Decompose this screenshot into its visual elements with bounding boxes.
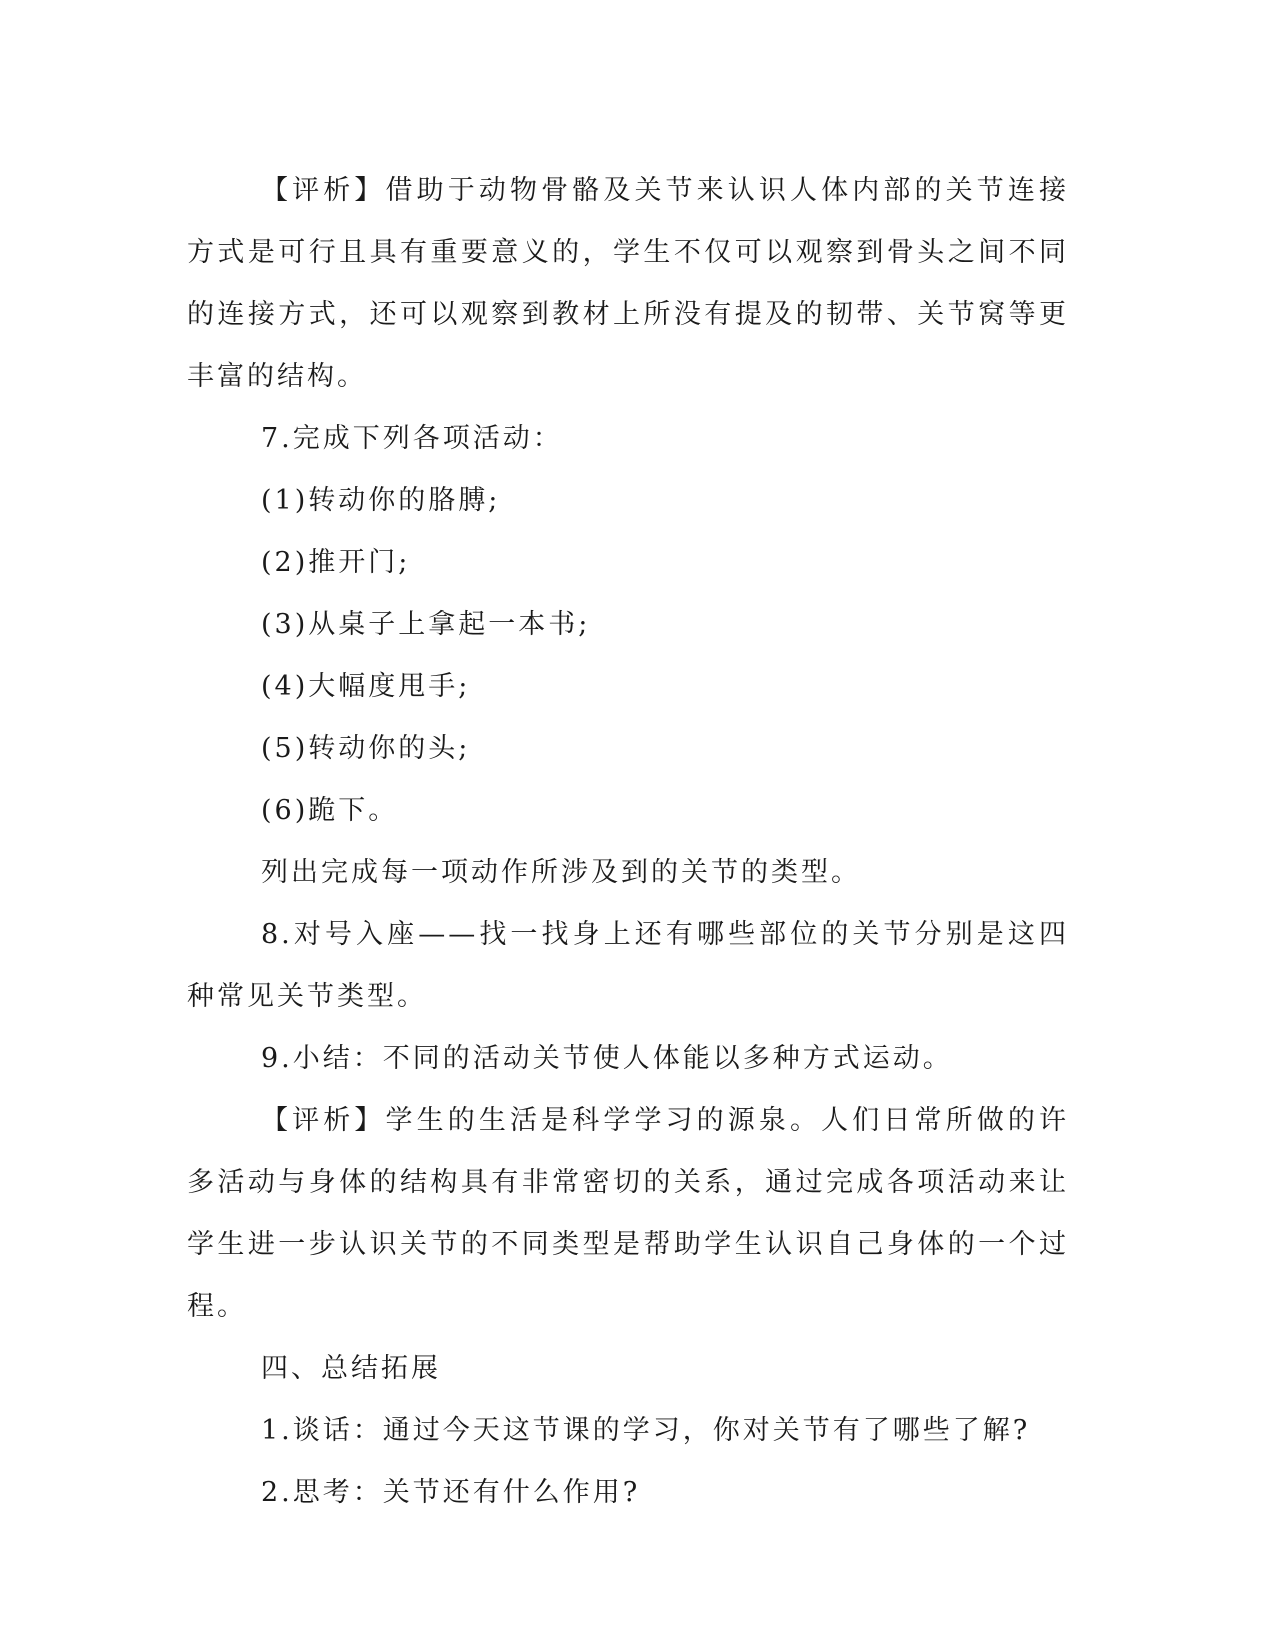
list-item-activity-4: (4)大幅度甩手; xyxy=(261,671,471,702)
list-item-activity-3: (3)从桌子上拿起一本书; xyxy=(261,609,591,640)
paragraph-commentary-2: 【评析】学生的生活是科学学习的源泉。人们日常所做的许多活动与身体的结构具有非常密切的关系，通过完成各项活动来让学生进一步认识关节的不同类型是帮助学生认识自己身体的一个过程。 xyxy=(187,1105,1069,1322)
paragraph-summary-9: 9.小结：不同的活动关节使人体能以多种方式运动。 xyxy=(261,1043,953,1074)
paragraph-activity-8: 8.对号入座——找一找身上还有哪些部位的关节分别是这四种常见关节类型。 xyxy=(187,919,1069,1012)
document-body xyxy=(187,160,1069,1524)
list-item-activity-5: (5)转动你的头; xyxy=(261,733,471,764)
paragraph-think-2: 2.思考：关节还有什么作用? xyxy=(261,1477,641,1508)
section-heading-summary: 四、总结拓展 xyxy=(261,1353,441,1384)
paragraph-talk-1: 1.谈话：通过今天这节课的学习，你对关节有了哪些了解? xyxy=(261,1415,1031,1446)
paragraph-activity-7: 7.完成下列各项活动： xyxy=(261,423,563,454)
list-item-activity-2: (2)推开门; xyxy=(261,547,411,578)
paragraph-list-instruction: 列出完成每一项动作所涉及到的关节的类型。 xyxy=(261,857,861,888)
list-item-activity-1: (1)转动你的胳膊; xyxy=(261,485,501,516)
paragraph-commentary-1: 【评析】借助于动物骨骼及关节来认识人体内部的关节连接方式是可行且具有重要意义的，学生不仅可以观察到骨头之间不同的连接方式，还可以观察到教材上所没有提及的韧带、关节窝等更丰富的结构。 xyxy=(187,175,1069,392)
list-item-activity-6: (6)跪下。 xyxy=(261,795,399,826)
